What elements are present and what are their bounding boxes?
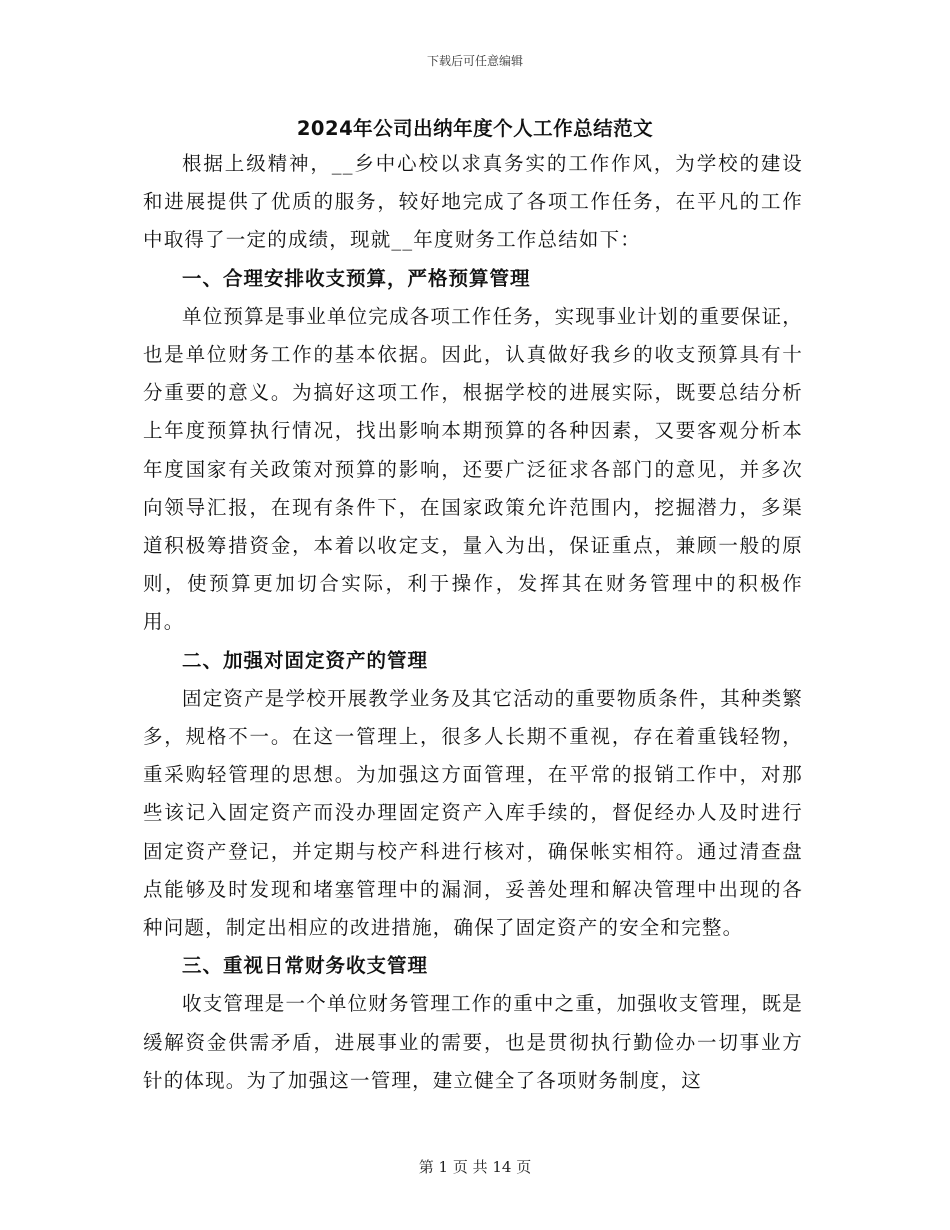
intro-paragraph: 根据上级精神，__乡中心校以求真务实的工作作风，为学校的建设和进展提供了优质的服务，较好地完成了各项工作任务，在平凡的工作中取得了一定的成绩，现就__年度财务工作总结如下：: [143, 152, 803, 252]
page-number: 第 1 页 共 14 页: [418, 1158, 532, 1176]
page-header-note: 下载后可任意编辑: [426, 54, 523, 68]
section-heading-1: 一、合理安排收支预算，严格预算管理: [182, 266, 531, 290]
section-paragraph-1: 单位预算是事业单位完成各项工作任务，实现事业计划的重要保证，也是单位财务工作的基本依据。因此，认真做好我乡的收支预算具有十分重要的意义。为搞好这项工作，根据学校的进展实际，既要总结分析上年度预算执行情况，找出影响本期预算的各种因素，又要客观分析本年度国家有关政策对预算的影响，还要广泛征求各部门的意见，并多次向领导汇报，在现有条件下，在国家政策允许范围内，挖掘潜力，多渠道积极筹措资金，本着以收定支，量入为出，保证重点，兼顾一般的原则，使预算更加切合实际，利于操作，发挥其在财务管理中的积极作用。: [143, 304, 804, 634]
section-heading-3: 三、重视日常财务收支管理: [182, 954, 429, 978]
section-paragraph-2: 固定资产是学校开展教学业务及其它活动的重要物质条件，其种类繁多，规格不一。在这一管理上，很多人长期不重视，存在着重钱轻物，重采购轻管理的思想。为加强这方面管理，在平常的报销工作中，对那些该记入固定资产而没办理固定资产入库手续的，督促经办人及时进行固定资产登记，并定期与校产科进行核对，确保帐实相符。通过清查盘点能够及时发现和堵塞管理中的漏洞，妥善处理和解决管理中出现的各种问题，制定出相应的改进措施，确保了固定资产的安全和完整。: [143, 686, 804, 940]
document-title: 2024年公司出纳年度个人工作总结范文: [296, 117, 654, 140]
section-heading-2: 二、加强对固定资产的管理: [182, 648, 429, 672]
section-paragraph-3: 收支管理是一个单位财务管理工作的重中之重，加强收支管理，既是缓解资金供需矛盾，进展事业的需要，也是贯彻执行勤俭办一切事业方针的体现。为了加强这一管理，建立健全了各项财务制度，这: [143, 992, 804, 1092]
document-body: [143, 145, 803, 1100]
